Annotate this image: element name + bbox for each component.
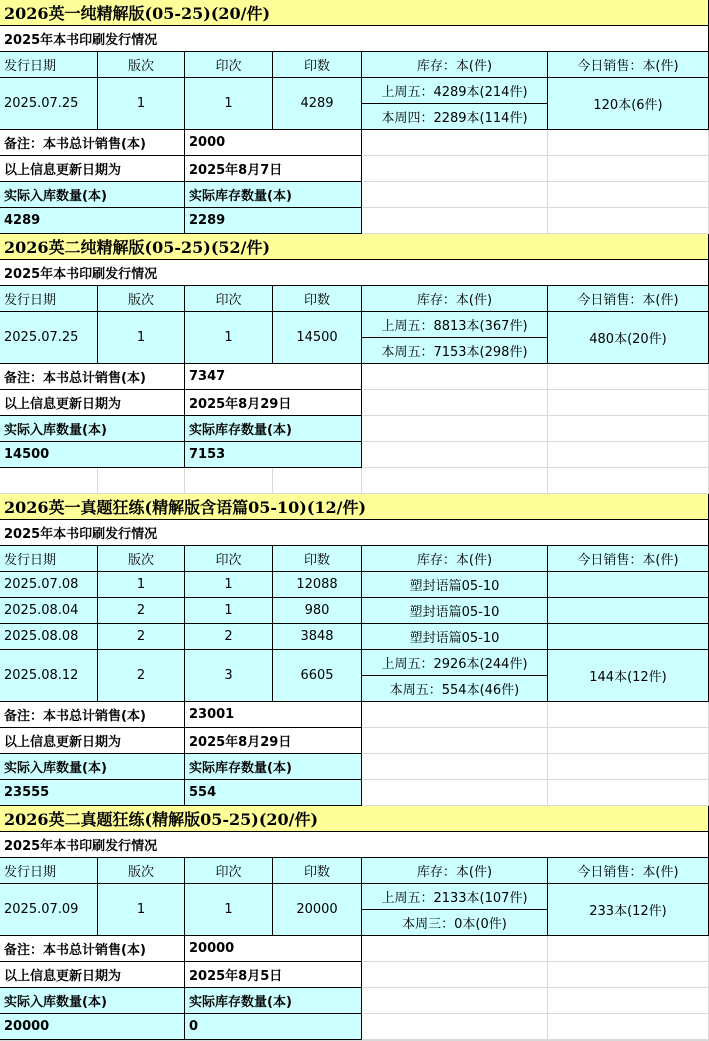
empty-grid-cell (273, 468, 362, 494)
actual-in-label: 实际入库数量(本) (0, 754, 185, 780)
empty-grid-cell (362, 208, 548, 234)
total-sales-label: 备注：本书总计销售(本) (0, 130, 185, 156)
column-header: 印数 (273, 52, 362, 78)
total-sales-label: 备注：本书总计销售(本) (0, 364, 185, 390)
update-date-label: 以上信息更新日期为 (0, 156, 185, 182)
total-sales-value: 2000 (185, 130, 362, 156)
empty-grid-cell (548, 442, 709, 468)
actual-in-value: 23555 (0, 780, 185, 806)
column-header: 库存：本(件) (362, 858, 548, 884)
printing: 3 (185, 650, 273, 702)
total-sales-value: 20000 (185, 936, 362, 962)
stock-last-week: 上周五：4289本(214件) (362, 78, 548, 104)
column-header: 发行日期 (0, 858, 98, 884)
section-subtitle: 2025年本书印刷发行情况 (0, 520, 709, 546)
issue-date: 2025.08.12 (0, 650, 98, 702)
stock-this-week: 本周五：554本(46件) (362, 676, 548, 702)
stock-this-week: 本周四：2289本(114件) (362, 104, 548, 130)
actual-in-value: 14500 (0, 442, 185, 468)
empty-grid-cell (362, 390, 548, 416)
column-header: 版次 (98, 52, 185, 78)
stock-note: 塑封语篇05-10 (362, 572, 548, 598)
column-header: 发行日期 (0, 286, 98, 312)
stock-note: 塑封语篇05-10 (362, 624, 548, 650)
print-count: 3848 (273, 624, 362, 650)
actual-stock-value: 2289 (185, 208, 362, 234)
issue-date: 2025.07.08 (0, 572, 98, 598)
column-header: 今日销售：本(件) (548, 546, 709, 572)
empty-grid-cell (98, 468, 185, 494)
edition: 1 (98, 884, 185, 936)
empty-grid-cell (548, 936, 709, 962)
update-date-label: 以上信息更新日期为 (0, 728, 185, 754)
section-title: 2026英一纯精解版(05-25)(20/件) (0, 0, 709, 26)
edition: 1 (98, 572, 185, 598)
column-header: 今日销售：本(件) (548, 52, 709, 78)
actual-stock-value: 0 (185, 1014, 362, 1040)
empty-grid-cell (548, 962, 709, 988)
actual-in-label: 实际入库数量(本) (0, 988, 185, 1014)
empty-grid-cell (362, 962, 548, 988)
issue-date: 2025.08.04 (0, 598, 98, 624)
empty-grid-cell (362, 728, 548, 754)
empty-grid-cell (548, 1014, 709, 1040)
print-count: 12088 (273, 572, 362, 598)
printing: 1 (185, 312, 273, 364)
print-count: 6605 (273, 650, 362, 702)
empty-grid-cell (548, 156, 709, 182)
column-header: 发行日期 (0, 546, 98, 572)
edition: 2 (98, 598, 185, 624)
empty-grid-cell (362, 416, 548, 442)
issue-date: 2025.07.25 (0, 78, 98, 130)
update-date-value: 2025年8月29日 (185, 390, 362, 416)
total-sales-value: 7347 (185, 364, 362, 390)
column-header: 版次 (98, 858, 185, 884)
actual-stock-value: 554 (185, 780, 362, 806)
section-title: 2026英二纯精解版(05-25)(52/件) (0, 234, 709, 260)
empty-grid-cell (548, 780, 709, 806)
column-header: 印数 (273, 858, 362, 884)
today-sales (548, 598, 709, 624)
today-sales: 233本(12件) (548, 884, 709, 936)
issue-date: 2025.07.25 (0, 312, 98, 364)
section-title: 2026英二真题狂练(精解版05-25)(20/件) (0, 806, 709, 832)
today-sales: 480本(20件) (548, 312, 709, 364)
empty-grid-cell (548, 988, 709, 1014)
section-subtitle: 2025年本书印刷发行情况 (0, 832, 709, 858)
column-header: 库存：本(件) (362, 52, 548, 78)
edition: 2 (98, 650, 185, 702)
column-header: 版次 (98, 546, 185, 572)
column-header: 库存：本(件) (362, 546, 548, 572)
actual-in-label: 实际入库数量(本) (0, 182, 185, 208)
column-header: 印次 (185, 546, 273, 572)
actual-in-label: 实际入库数量(本) (0, 416, 185, 442)
empty-grid-cell (185, 468, 273, 494)
empty-grid-cell (548, 390, 709, 416)
issue-date: 2025.07.09 (0, 884, 98, 936)
empty-grid-cell (548, 728, 709, 754)
edition: 2 (98, 624, 185, 650)
column-header: 印次 (185, 858, 273, 884)
print-count: 20000 (273, 884, 362, 936)
total-sales-value: 23001 (185, 702, 362, 728)
printing: 1 (185, 78, 273, 130)
empty-grid-cell (548, 208, 709, 234)
actual-stock-label: 实际库存数量(本) (185, 988, 362, 1014)
printing: 1 (185, 884, 273, 936)
empty-grid-cell (362, 780, 548, 806)
empty-grid-cell (362, 988, 548, 1014)
actual-stock-label: 实际库存数量(本) (185, 416, 362, 442)
empty-grid-cell (362, 1014, 548, 1040)
column-header: 印数 (273, 546, 362, 572)
empty-grid-cell (362, 156, 548, 182)
empty-grid-cell (362, 182, 548, 208)
stock-this-week: 本周三：0本(0件) (362, 910, 548, 936)
column-header: 印次 (185, 52, 273, 78)
stock-note: 塑封语篇05-10 (362, 598, 548, 624)
issue-date: 2025.08.08 (0, 624, 98, 650)
print-count: 4289 (273, 78, 362, 130)
actual-stock-label: 实际库存数量(本) (185, 182, 362, 208)
today-sales (548, 572, 709, 598)
actual-stock-value: 7153 (185, 442, 362, 468)
today-sales: 144本(12件) (548, 650, 709, 702)
edition: 1 (98, 78, 185, 130)
empty-grid-cell (362, 130, 548, 156)
column-header: 库存：本(件) (362, 286, 548, 312)
edition: 1 (98, 312, 185, 364)
empty-grid-cell (548, 468, 709, 494)
print-count: 980 (273, 598, 362, 624)
column-header: 发行日期 (0, 52, 98, 78)
section-title: 2026英一真题狂练(精解版含语篇05-10)(12/件) (0, 494, 709, 520)
empty-grid-cell (362, 442, 548, 468)
update-date-value: 2025年8月5日 (185, 962, 362, 988)
section-subtitle: 2025年本书印刷发行情况 (0, 260, 709, 286)
total-sales-label: 备注：本书总计销售(本) (0, 702, 185, 728)
empty-grid-cell (362, 754, 548, 780)
empty-grid-cell (0, 468, 98, 494)
printing: 1 (185, 572, 273, 598)
column-header: 印数 (273, 286, 362, 312)
total-sales-label: 备注：本书总计销售(本) (0, 936, 185, 962)
column-header: 今日销售：本(件) (548, 286, 709, 312)
update-date-value: 2025年8月7日 (185, 156, 362, 182)
update-date-label: 以上信息更新日期为 (0, 390, 185, 416)
printing: 1 (185, 598, 273, 624)
section-subtitle: 2025年本书印刷发行情况 (0, 26, 709, 52)
today-sales: 120本(6件) (548, 78, 709, 130)
column-header: 版次 (98, 286, 185, 312)
empty-grid-cell (548, 754, 709, 780)
stock-this-week: 本周五：7153本(298件) (362, 338, 548, 364)
empty-grid-cell (548, 130, 709, 156)
today-sales (548, 624, 709, 650)
update-date-value: 2025年8月29日 (185, 728, 362, 754)
empty-grid-cell (362, 364, 548, 390)
actual-in-value: 20000 (0, 1014, 185, 1040)
stock-last-week: 上周五：8813本(367件) (362, 312, 548, 338)
printing: 2 (185, 624, 273, 650)
empty-grid-cell (548, 416, 709, 442)
column-header: 今日销售：本(件) (548, 858, 709, 884)
stock-last-week: 上周五：2133本(107件) (362, 884, 548, 910)
empty-grid-cell (362, 468, 548, 494)
stock-last-week: 上周五：2926本(244件) (362, 650, 548, 676)
actual-in-value: 4289 (0, 208, 185, 234)
empty-grid-cell (548, 702, 709, 728)
column-header: 印次 (185, 286, 273, 312)
actual-stock-label: 实际库存数量(本) (185, 754, 362, 780)
update-date-label: 以上信息更新日期为 (0, 962, 185, 988)
print-count: 14500 (273, 312, 362, 364)
empty-grid-cell (548, 364, 709, 390)
empty-grid-cell (548, 182, 709, 208)
empty-grid-cell (362, 936, 548, 962)
empty-grid-cell (362, 702, 548, 728)
